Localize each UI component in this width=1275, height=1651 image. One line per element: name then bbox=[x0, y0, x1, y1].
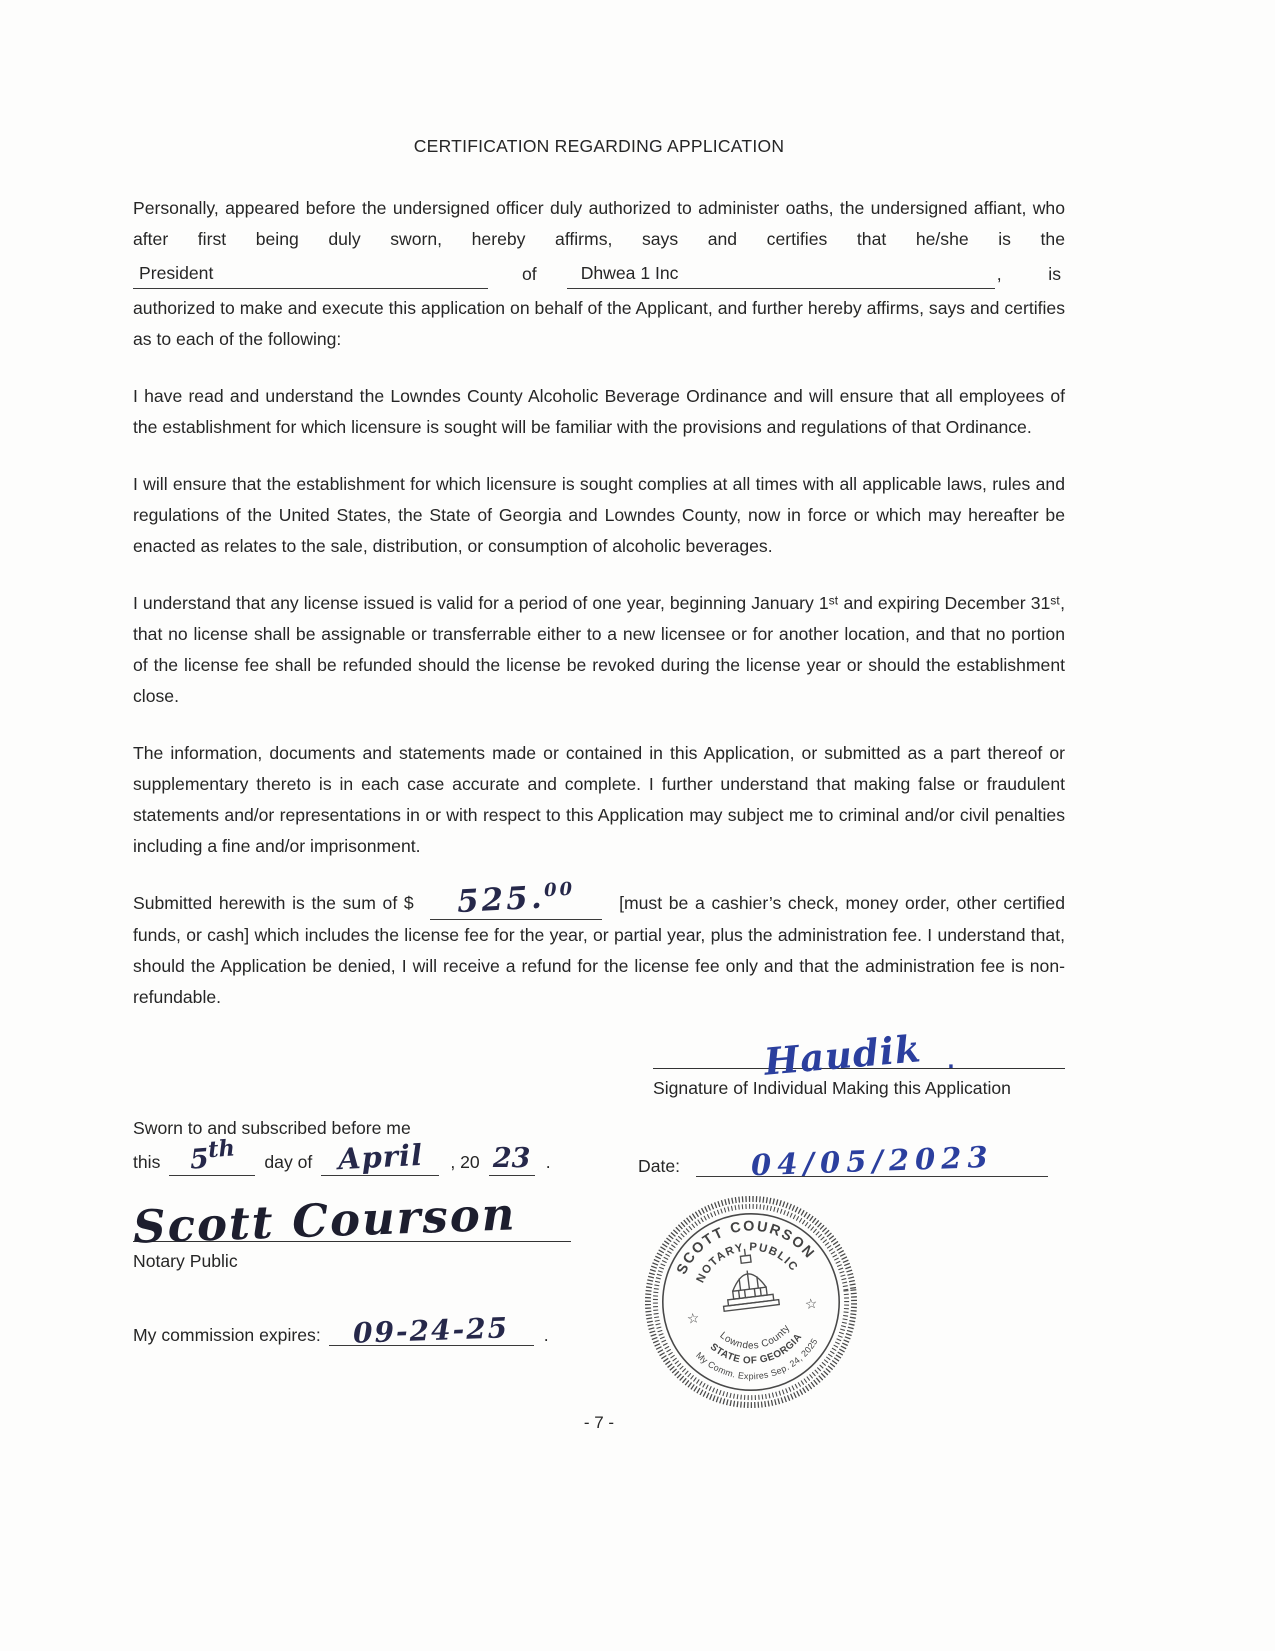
intro-paragraph-2: authorized to make and execute this application on behalf of the Applicant, and further hereby affirms, says and certifies as to each of the following: bbox=[133, 298, 1065, 349]
notary-public-label: Notary Public bbox=[133, 1251, 238, 1271]
applicant-signature-value: Haudik bbox=[762, 1026, 923, 1084]
is-label: is bbox=[1048, 264, 1061, 284]
certification-paragraph-3: I understand that any license issued is valid for a period of one year, beginning January 1ˢᵗ and expiring December 31ˢᵗ, that no license shall be assignable or transferrable either to a new licensee or for another location, and that no portion of the license fee shall be refunded should the license be revoked during the license year or should the establishment close. bbox=[133, 593, 1065, 706]
date-field bbox=[696, 1139, 1048, 1183]
company-name-field bbox=[567, 258, 995, 289]
month-handwriting: April bbox=[336, 1137, 424, 1177]
affiant-fields-row bbox=[133, 258, 1065, 289]
star-left-icon: ☆ bbox=[685, 1309, 701, 1327]
year-handwriting: 23 bbox=[492, 1143, 531, 1174]
office-held-value: President bbox=[139, 263, 214, 283]
sum-amount-handwriting bbox=[456, 878, 576, 921]
seal-expires-text: My Comm. Expires Sep. 24, 2025 bbox=[694, 1336, 820, 1382]
sum-amount-field bbox=[430, 878, 602, 921]
star-right-icon: ☆ bbox=[803, 1294, 819, 1313]
day-field bbox=[169, 1135, 255, 1176]
notary-right-column bbox=[638, 1115, 1065, 1411]
notary-signature-handwriting: Scott Courson bbox=[132, 1187, 518, 1254]
date-label: Date: bbox=[638, 1156, 681, 1176]
seal-state-text: STATE OF GEORGIA bbox=[707, 1331, 805, 1367]
signature-dot: . bbox=[947, 1047, 955, 1074]
commission-label: My commission expires: bbox=[133, 1325, 321, 1345]
applicant-signature-handwriting bbox=[653, 1026, 1065, 1084]
sum-amount-cents: 00 bbox=[543, 878, 576, 902]
office-held-field bbox=[133, 258, 488, 289]
sentence-period: . bbox=[545, 1152, 551, 1172]
commission-row bbox=[133, 1311, 638, 1350]
sworn-date-row bbox=[133, 1135, 638, 1177]
seal-name-text: SCOTT COURSON bbox=[673, 1218, 819, 1278]
day-of-label: day of bbox=[264, 1152, 313, 1172]
commission-period: . bbox=[543, 1325, 549, 1345]
notary-signature-line bbox=[132, 1187, 571, 1254]
sum-text-before: Submitted herewith is the sum of $ bbox=[133, 893, 414, 913]
applicant-signature-block bbox=[653, 1026, 1065, 1099]
comma-text: , bbox=[996, 264, 1002, 284]
sum-paragraph bbox=[133, 878, 1066, 1013]
notary-seal bbox=[630, 1181, 873, 1424]
commission-field bbox=[329, 1311, 534, 1350]
seal-county-text: Lowndes County bbox=[717, 1322, 793, 1352]
this-label: this bbox=[133, 1152, 161, 1172]
day-number: 5 bbox=[188, 1143, 210, 1176]
certification-paragraph-2: I will ensure that the establishment for which licensure is sought complies at all times with all applicable laws, rules and regulations of the United States, the State of Georgia and Lowndes County, now in force or which may hereafter be enacted as relates to the sale, distribution, or consumption of alcoholic beverages. bbox=[133, 474, 1065, 556]
month-field bbox=[321, 1137, 439, 1177]
date-handwriting: 04/05/2023 bbox=[750, 1139, 994, 1183]
sum-amount-main: 525. bbox=[456, 879, 546, 921]
of-label: of bbox=[522, 264, 537, 284]
notary-left-column bbox=[133, 1115, 638, 1411]
commission-handwriting: 09-24-25 bbox=[352, 1311, 510, 1350]
day-handwriting bbox=[188, 1135, 236, 1176]
date-row bbox=[638, 1139, 1065, 1183]
certification-paragraph-4: The information, documents and statements made or contained in this Application, or submitted as a part thereof or supplementary thereto is in each case accurate and complete. I further understand that making false or fraudulent statements and/or representations in or with respect to this Application may subject me to criminal and/or civil penalties including a fine and/or imprisonment. bbox=[133, 743, 1065, 856]
day-ordinal: th bbox=[206, 1135, 236, 1164]
intro-paragraph-1: Personally, appeared before the undersigned officer duly authorized to administer oaths, the undersigned affiant, who after first being duly sworn, hereby affirms, says and certifies that he/she is the bbox=[133, 198, 1065, 249]
page-title: CERTIFICATION REGARDING APPLICATION bbox=[413, 136, 785, 156]
year-field bbox=[489, 1143, 535, 1176]
certification-paragraph-1: I have read and understand the Lowndes County Alcoholic Beverage Ordinance and will ensure that all employees of the establishment for which licensure is sought will be familiar with the provisions and regulations of that Ordinance. bbox=[133, 386, 1065, 437]
notary-seal-svg bbox=[630, 1181, 873, 1424]
page-number: - 7 - bbox=[583, 1413, 615, 1432]
year-prefix-label: , 20 bbox=[450, 1152, 480, 1172]
sum-text-after: [must be a cashier’s check, money order, other certified funds, or cash] which includes the license fee for the year, or partial year, plus the administration fee. I understand that, should the Application be denied, I will receive a refund for the license fee only and that the administration fee is non-refundable. bbox=[133, 893, 1066, 1007]
notary-section bbox=[133, 1115, 1065, 1411]
seal-title-text: NOTARY PUBLIC bbox=[694, 1241, 801, 1285]
company-name-value: Dhwea 1 Inc bbox=[580, 263, 679, 283]
sworn-text: Sworn to and subscribed before me bbox=[133, 1118, 411, 1138]
applicant-signature-label: Signature of Individual Making this Application bbox=[653, 1078, 1011, 1098]
